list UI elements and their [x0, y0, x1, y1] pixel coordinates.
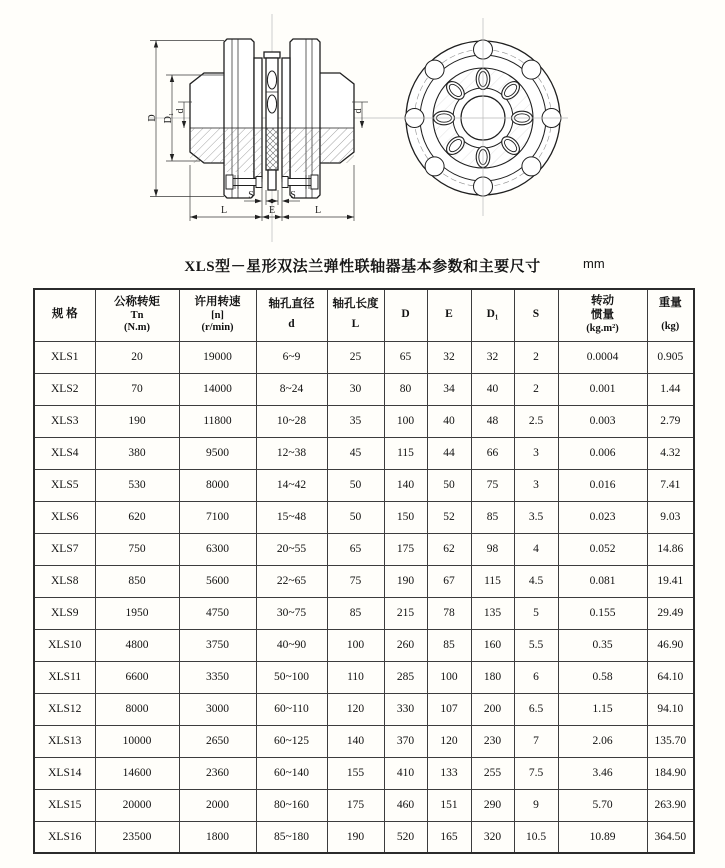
table-cell: XLS11	[34, 661, 95, 693]
table-cell: 3.46	[558, 757, 647, 789]
table-row	[34, 533, 694, 565]
table-cell: 80~160	[256, 789, 327, 821]
table-cell: 7.5	[514, 757, 558, 789]
dim-label-d-right: d	[353, 108, 364, 114]
table-cell: 35	[327, 405, 384, 437]
col-header-nominal-torque: 公称转矩 Tn (N.m)	[95, 289, 179, 341]
table-cell: 6~9	[256, 341, 327, 373]
table-cell: XLS4	[34, 437, 95, 469]
dim-label-L-left: L	[220, 205, 228, 216]
table-cell: 175	[327, 789, 384, 821]
table-cell: 1800	[179, 821, 256, 853]
table-cell: XLS8	[34, 565, 95, 597]
table-cell: 48	[471, 405, 514, 437]
table-cell: XLS5	[34, 469, 95, 501]
table-cell: 5.70	[558, 789, 647, 821]
table-cell: 75	[327, 565, 384, 597]
table-cell: 160	[471, 629, 514, 661]
page-title: XLS型－星形双法兰弹性联轴器基本参数和主要尺寸	[184, 259, 541, 275]
table-cell: 180	[471, 661, 514, 693]
table-cell: 85	[471, 501, 514, 533]
table-cell: 0.0004	[558, 341, 647, 373]
table-cell: 2	[514, 373, 558, 405]
table-cell: 460	[384, 789, 427, 821]
table-cell: 200	[471, 693, 514, 725]
table-cell: 50	[327, 469, 384, 501]
table-cell: 290	[471, 789, 514, 821]
table-cell: 120	[327, 693, 384, 725]
table-cell: 190	[384, 565, 427, 597]
table-cell: 3	[514, 469, 558, 501]
table-cell: 100	[427, 661, 471, 693]
table-cell: XLS12	[34, 693, 95, 725]
title-row	[0, 255, 725, 279]
dim-label-S-left: S	[248, 190, 254, 201]
table-cell: 9500	[179, 437, 256, 469]
table-cell: 40~90	[256, 629, 327, 661]
table-cell: 19.41	[647, 565, 694, 597]
table-row	[34, 501, 694, 533]
table-cell: 3750	[179, 629, 256, 661]
table-row	[34, 597, 694, 629]
table-cell: XLS6	[34, 501, 95, 533]
table-cell: 40	[427, 405, 471, 437]
table-body	[34, 341, 694, 853]
table-cell: 364.50	[647, 821, 694, 853]
dim-label-S-right: S	[290, 190, 296, 201]
table-cell: 4.5	[514, 565, 558, 597]
table-cell: XLS2	[34, 373, 95, 405]
table-cell: 530	[95, 469, 179, 501]
table-cell: 6.5	[514, 693, 558, 725]
header-row	[34, 289, 694, 341]
table-cell: 190	[327, 821, 384, 853]
table-cell: 8000	[95, 693, 179, 725]
table-cell: 620	[95, 501, 179, 533]
table-row	[34, 821, 694, 853]
table-cell: 85	[327, 597, 384, 629]
table-cell: 44	[427, 437, 471, 469]
table-cell: 60~125	[256, 725, 327, 757]
table-cell: 32	[471, 341, 514, 373]
table-cell: 65	[384, 341, 427, 373]
table-cell: 175	[384, 533, 427, 565]
table-cell: 12~38	[256, 437, 327, 469]
table-cell: 1.44	[647, 373, 694, 405]
table-cell: 0.905	[647, 341, 694, 373]
table-cell: 2.06	[558, 725, 647, 757]
table-row	[34, 661, 694, 693]
table-cell: 52	[427, 501, 471, 533]
table-cell: XLS3	[34, 405, 95, 437]
table-row	[34, 629, 694, 661]
dim-label-d-left: d	[175, 108, 186, 114]
table-cell: 45	[327, 437, 384, 469]
table-row	[34, 757, 694, 789]
table-cell: 3.5	[514, 501, 558, 533]
table-cell: 850	[95, 565, 179, 597]
table-cell: XLS9	[34, 597, 95, 629]
table-cell: 98	[471, 533, 514, 565]
table-cell: 10.5	[514, 821, 558, 853]
table-cell: 1950	[95, 597, 179, 629]
dim-label-D: D	[147, 114, 158, 122]
table-cell: 155	[327, 757, 384, 789]
table-cell: 20000	[95, 789, 179, 821]
spider-foot	[268, 170, 276, 190]
table-cell: 85~180	[256, 821, 327, 853]
table-cell: XLS1	[34, 341, 95, 373]
table-cell: 410	[384, 757, 427, 789]
table-cell: 46.90	[647, 629, 694, 661]
table-cell: XLS10	[34, 629, 95, 661]
table-cell: 62	[427, 533, 471, 565]
col-header-moment-of-inertia: 转动 惯量 (kg.m²)	[558, 289, 647, 341]
table-cell: 2.5	[514, 405, 558, 437]
table-cell: 50	[427, 469, 471, 501]
table-cell: 151	[427, 789, 471, 821]
table-cell: 70	[95, 373, 179, 405]
table-cell: 135.70	[647, 725, 694, 757]
table-cell: 30	[327, 373, 384, 405]
table-cell: 107	[427, 693, 471, 725]
table-cell: 9.03	[647, 501, 694, 533]
table-cell: 4	[514, 533, 558, 565]
table-cell: 2000	[179, 789, 256, 821]
table-cell: 120	[427, 725, 471, 757]
table-cell: 140	[327, 725, 384, 757]
table-cell: 10.89	[558, 821, 647, 853]
col-header-bore-length: 轴孔长度 L	[327, 289, 384, 341]
table-cell: 85	[427, 629, 471, 661]
table-cell: 20	[95, 341, 179, 373]
table-cell: 5.5	[514, 629, 558, 661]
table-cell: 255	[471, 757, 514, 789]
table-cell: 263.90	[647, 789, 694, 821]
table-cell: 80	[384, 373, 427, 405]
col-header-E: E	[427, 289, 471, 341]
spider-cap	[264, 52, 280, 58]
table-cell: 14~42	[256, 469, 327, 501]
table-cell: 94.10	[647, 693, 694, 725]
table-cell: XLS13	[34, 725, 95, 757]
table-cell: 7.41	[647, 469, 694, 501]
side-section-view	[147, 14, 398, 242]
table-cell: 0.023	[558, 501, 647, 533]
front-view	[398, 18, 568, 216]
col-header-D1: D₁	[471, 289, 514, 341]
spec-table	[33, 288, 695, 854]
table-cell: 115	[471, 565, 514, 597]
table-cell: 9	[514, 789, 558, 821]
table-cell: 5600	[179, 565, 256, 597]
table-cell: 140	[384, 469, 427, 501]
table-cell: 15~48	[256, 501, 327, 533]
table-cell: XLS14	[34, 757, 95, 789]
table-cell: 110	[327, 661, 384, 693]
table-cell: 100	[384, 405, 427, 437]
table-cell: 4800	[95, 629, 179, 661]
table-cell: 8~24	[256, 373, 327, 405]
table-cell: 0.081	[558, 565, 647, 597]
table-cell: 2	[514, 341, 558, 373]
table-cell: 66	[471, 437, 514, 469]
table-cell: 75	[471, 469, 514, 501]
table-cell: 4750	[179, 597, 256, 629]
table-cell: 184.90	[647, 757, 694, 789]
dim-label-E: E	[268, 205, 276, 216]
table-cell: 19000	[179, 341, 256, 373]
table-cell: 750	[95, 533, 179, 565]
table-cell: 260	[384, 629, 427, 661]
table-cell: 330	[384, 693, 427, 725]
table-cell: 20~55	[256, 533, 327, 565]
table-cell: 0.006	[558, 437, 647, 469]
table-cell: 0.155	[558, 597, 647, 629]
table-cell: 50	[327, 501, 384, 533]
table-row	[34, 725, 694, 757]
table-cell: 10000	[95, 725, 179, 757]
table-row	[34, 373, 694, 405]
table-cell: 78	[427, 597, 471, 629]
table-cell: 6300	[179, 533, 256, 565]
table-cell: 64.10	[647, 661, 694, 693]
table-cell: 320	[471, 821, 514, 853]
right-flange-disc	[290, 39, 320, 198]
table-cell: 29.49	[647, 597, 694, 629]
table-row	[34, 405, 694, 437]
table-cell: 5	[514, 597, 558, 629]
table-cell: 60~140	[256, 757, 327, 789]
table-row	[34, 437, 694, 469]
table-cell: XLS16	[34, 821, 95, 853]
table-cell: 2.79	[647, 405, 694, 437]
table-cell: 215	[384, 597, 427, 629]
table-cell: 380	[95, 437, 179, 469]
col-header-S: S	[514, 289, 558, 341]
table-cell: 7100	[179, 501, 256, 533]
table-cell: 6600	[95, 661, 179, 693]
table-cell: 65	[327, 533, 384, 565]
table-cell: 6	[514, 661, 558, 693]
table-row	[34, 565, 694, 597]
col-header-weight: 重量 (kg)	[647, 289, 694, 341]
table-cell: 2650	[179, 725, 256, 757]
col-header-spec: 规 格	[34, 289, 95, 341]
table-cell: 8000	[179, 469, 256, 501]
table-cell: 23500	[95, 821, 179, 853]
table-cell: 40	[471, 373, 514, 405]
table-cell: 115	[384, 437, 427, 469]
table-cell: 0.052	[558, 533, 647, 565]
table-cell: 25	[327, 341, 384, 373]
left-flange-disc	[224, 39, 254, 198]
table-cell: 0.001	[558, 373, 647, 405]
table-cell: 30~75	[256, 597, 327, 629]
table-cell: 14000	[179, 373, 256, 405]
dim-label-L-right: L	[314, 205, 322, 216]
table-cell: 34	[427, 373, 471, 405]
table-row	[34, 469, 694, 501]
table-cell: 7	[514, 725, 558, 757]
table-cell: 14.86	[647, 533, 694, 565]
dim-label-D1: D₁	[163, 112, 174, 124]
col-header-D: D	[384, 289, 427, 341]
table-cell: 100	[327, 629, 384, 661]
table-cell: 230	[471, 725, 514, 757]
table-cell: 22~65	[256, 565, 327, 597]
table-cell: 190	[95, 405, 179, 437]
table-cell: XLS15	[34, 789, 95, 821]
table-cell: 0.58	[558, 661, 647, 693]
table-cell: 135	[471, 597, 514, 629]
table-cell: 3000	[179, 693, 256, 725]
table-row	[34, 341, 694, 373]
table-cell: 370	[384, 725, 427, 757]
table-cell: 4.32	[647, 437, 694, 469]
table-row	[34, 693, 694, 725]
table-cell: 150	[384, 501, 427, 533]
col-header-permissible-speed: 许用转速 [n] (r/min)	[179, 289, 256, 341]
table-cell: 2360	[179, 757, 256, 789]
table-cell: 50~100	[256, 661, 327, 693]
table-cell: 67	[427, 565, 471, 597]
table-cell: 14600	[95, 757, 179, 789]
table-cell: 133	[427, 757, 471, 789]
table-cell: 0.016	[558, 469, 647, 501]
table-cell: 1.15	[558, 693, 647, 725]
table-cell: 60~110	[256, 693, 327, 725]
table-cell: 165	[427, 821, 471, 853]
table-cell: 3	[514, 437, 558, 469]
table-row	[34, 789, 694, 821]
table-cell: 11800	[179, 405, 256, 437]
table-cell: 285	[384, 661, 427, 693]
table-cell: 520	[384, 821, 427, 853]
table-cell: 0.003	[558, 405, 647, 437]
table-cell: XLS7	[34, 533, 95, 565]
table-cell: 10~28	[256, 405, 327, 437]
coupling-technical-drawing	[0, 0, 725, 248]
table-cell: 0.35	[558, 629, 647, 661]
col-header-bore-diameter: 轴孔直径 d	[256, 289, 327, 341]
unit-label: mm	[583, 256, 605, 271]
table-cell: 32	[427, 341, 471, 373]
table-cell: 3350	[179, 661, 256, 693]
